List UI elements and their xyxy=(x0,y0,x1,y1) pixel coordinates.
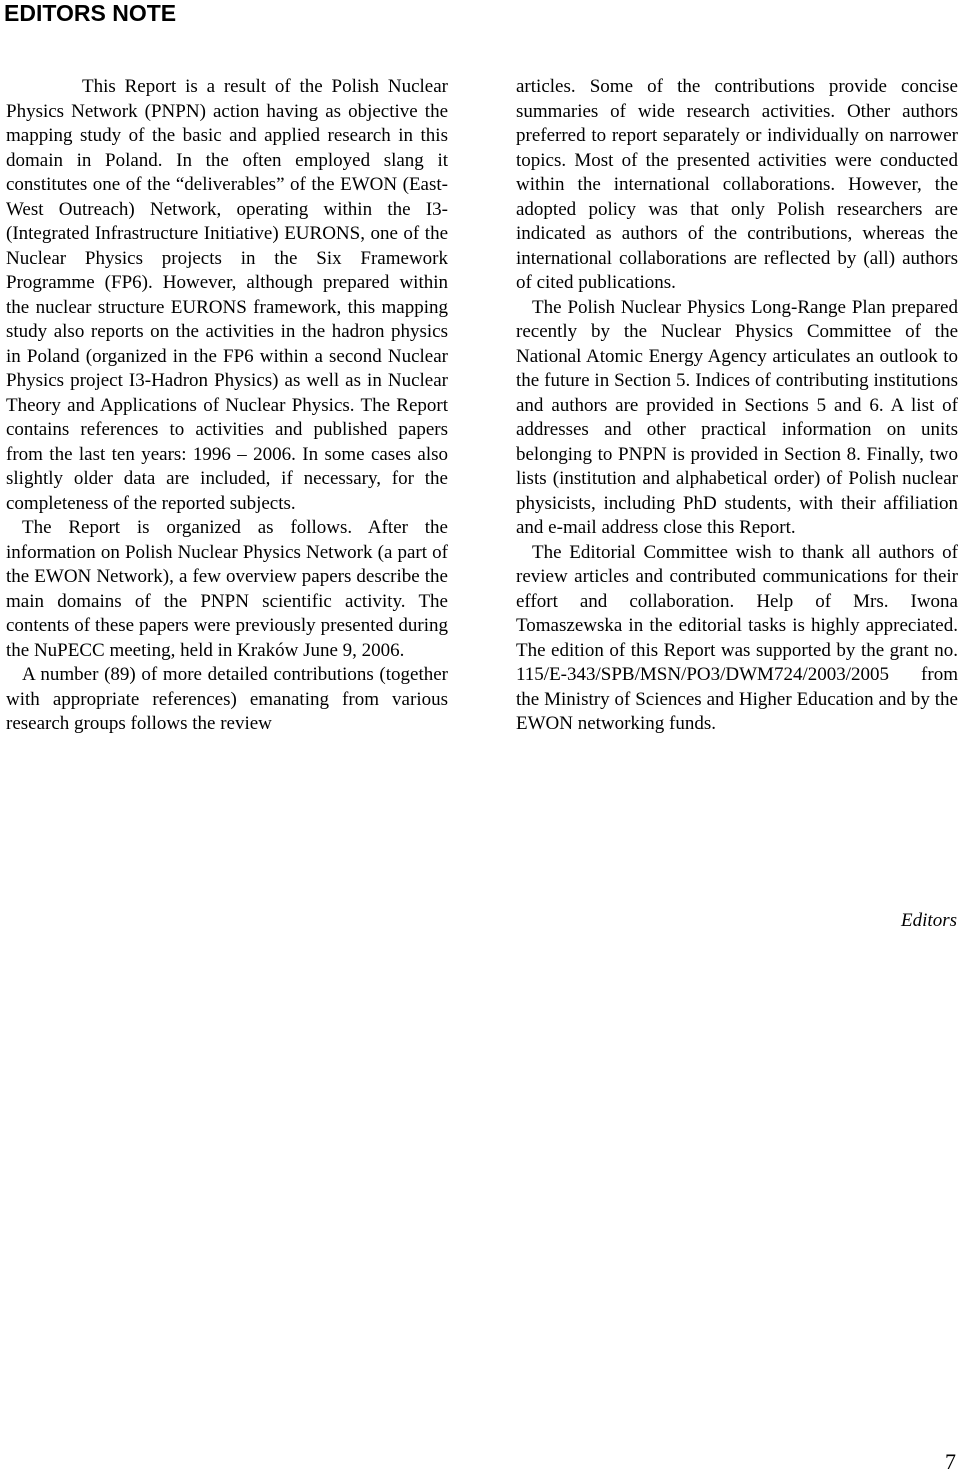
paragraph-contributions-continued: articles. Some of the contributions provide concise summaries of wide research activities. Other authors preferred to report separately or individually on narrower topics. Most of the presented activities were conducted within the international collaborations. However, the adopted policy was that only Polish researchers are indicated as authors of the contributions, whereas the international collaborations are reflected by (all) authors of cited publications. xyxy=(516,76,958,293)
paragraph-long-range-plan: The Polish Nuclear Physics Long-Range Plan prepared recently by the Nuclear Physics Committee of the National Atomic Energy Agency articulates an outlook to the future in Section 5. Indices of contributing institutions and authors are provided in Sections 5 and 6. A list of addresses and other practical information on units belonging to PNPN is provided in Section 8. Finally, two lists (institution and alphabetical order) of Polish nuclear physicists, including PhD students, with their affiliation and e-mail address close this Report. xyxy=(516,296,958,538)
right-text-column xyxy=(516,75,958,737)
paragraph-acknowledgements: The Editorial Committee wish to thank all authors of review articles and contributed communications for their effort and collaboration. Help of Mrs. Iwona Tomaszewska in the editorial tasks is highly appreciated. The edition of this Report was supported by the grant no. 115/E-343/SPB/MSN/PO3/DWM724/2003/2005 from the Ministry of Sciences and Higher Education and by the EWON networking funds. xyxy=(516,541,958,734)
paragraph-introduction: This Report is a result of the Polish Nuclear Physics Network (PNPN) action having as objective the mapping study of the basic and applied research in this domain in Poland. In the often employed slang it constitutes one of the “deliverables” of the EWON (East-West Outreach) Network, operating within the I3- (Integrated Infrastructure Initiative) EURONS, one of the Nuclear Physics projects in the Six Framework Programme (FP6). However, although prepared within the nuclear structure EURONS framework, this mapping study also reports on the activities in the hadron physics in Poland (organized in the FP6 within a second Nuclear Physics project I3-Hadron Physics) as well as in Nuclear Theory and Applications of Nuclear Physics. The Report contains references to activities and published papers from the last ten years: 1996 – 2006. In some cases also slightly older data are included, if necessary, for the completeness of the reported subjects. xyxy=(6,76,448,514)
page-number: 7 xyxy=(945,1449,956,1474)
left-text-column xyxy=(6,75,448,737)
editors-signature: Editors xyxy=(901,910,957,931)
paragraph-contributions: A number (89) of more detailed contributions (together with appropriate references) emanating from various research groups follows the review xyxy=(6,664,448,734)
page-title: EDITORS NOTE xyxy=(4,0,177,26)
paragraph-report-organization: The Report is organized as follows. After the information on Polish Nuclear Physics Network (a part of the EWON Network), a few overview papers describe the main domains of the PNPN scientific activity. The contents of these papers were previously presented during the NuPECC meeting, held in Kraków June 9, 2006. xyxy=(6,517,448,661)
